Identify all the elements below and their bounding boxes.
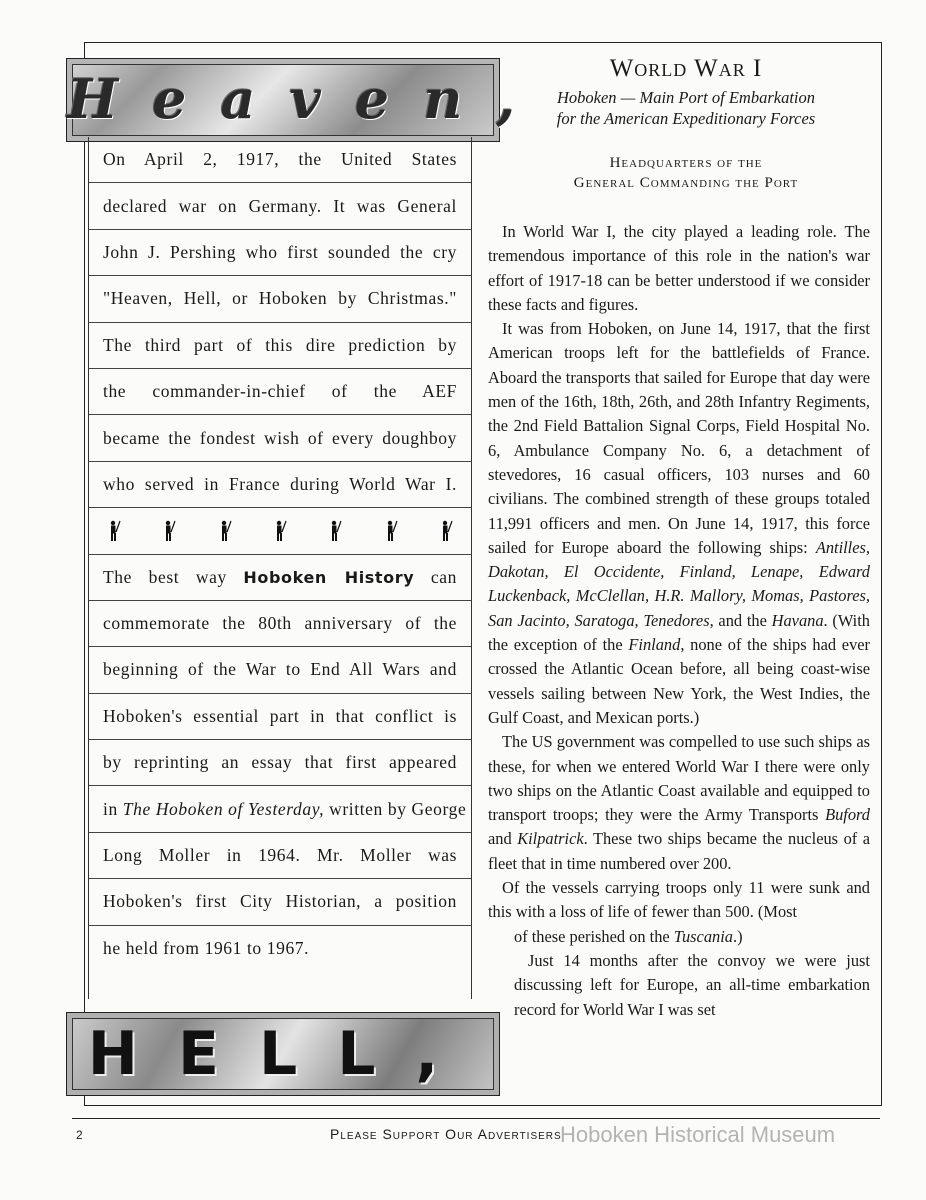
- left-line: Hoboken's first City Historian, a position: [89, 879, 471, 925]
- hell-word: HELL,: [87, 1019, 479, 1089]
- soldier-icon: [162, 520, 176, 542]
- watermark: Hoboken Historical Museum: [560, 1122, 836, 1147]
- left-line: became the fondest wish of every doughboy: [89, 415, 471, 461]
- left-line: by reprinting an essay that first appeared: [89, 740, 471, 786]
- heaven-plaque: [66, 58, 550, 142]
- left-line: John J. Pershing who first sounded the cry: [89, 230, 471, 276]
- left-line: who served in France during World War I.: [89, 462, 471, 508]
- soldier-divider: [89, 508, 471, 554]
- section-heading: Headquarters of the General Commanding the Port: [573, 155, 799, 191]
- hell-plaque: [66, 1012, 500, 1096]
- article-body: [488, 220, 870, 1022]
- left-panel: [88, 137, 472, 999]
- left-line: On April 2, 1917, the United States: [89, 137, 471, 183]
- footer-rule: [72, 1118, 880, 1119]
- soldier-icon: [439, 520, 453, 542]
- left-line: beginning of the War to End All Wars and: [89, 647, 471, 693]
- article-title: World War I: [609, 55, 763, 82]
- left-line: the commander-in-chief of the AEF: [89, 369, 471, 415]
- paragraph: Of the vessels carrying troops only 11 were sunk and this with a loss of life of fewer than 500. (Most: [488, 878, 870, 922]
- left-line: in The Hoboken of Yesterday, written by George: [89, 786, 471, 832]
- soldier-icon: [218, 520, 232, 542]
- soldier-icon: [107, 520, 121, 542]
- left-line: The best way Hoboken History can: [89, 555, 471, 601]
- soldier-icon: [384, 520, 398, 542]
- paragraph: It was from Hoboken, on June 14, 1917, that the first American troops left for the battlefields of France. Aboard the transports that sailed for Europe that day were men of the 16th, 18th, 26th, and 28th Infantry Regiments, the 2nd Field Battalion Signal Corps, Field Hospital No. 6, Ambulance Company No. 6, a detachment of stevedores, 16 casual officers, 103 nurses and 60 civilians. The combined strength of these groups totaled 11,991 officers and men. On June 14, 1917, this force sailed for Europe aboard the following ships: Antilles, Dakotan, El Occidente, Finland, Lenape, Edward Luckenback, McClellan, H.R. Mallory, Momas, Pastores, San Jacinto, Saratoga, Tenedores, and the Havana. (With the exception of the Finland, none of the ships had ever crossed the Atlantic Ocean before, all being coast-wise vessels sailing between New York, the West Indies, the Gulf Coast, and Mexican ports.): [488, 319, 870, 727]
- left-line: he held from 1961 to 1967.: [103, 938, 310, 959]
- paragraph: In World War I, the city played a leading role. The tremendous importance of this role in the nation's war effort of 1917-18 can be better understood if we consider these facts and figures.: [488, 222, 870, 314]
- left-line: The third part of this dire prediction by: [89, 323, 471, 369]
- left-line: Hoboken's essential part in that conflict is: [89, 694, 471, 740]
- article-header: [500, 55, 872, 193]
- paragraph: Just 14 months after the convoy we were just discussing left for Europe, an all-time embarkation record for World War I was set: [514, 950, 870, 1019]
- article-subtitle: Hoboken — Main Port of Embarkation for the American Expeditionary Forces: [556, 88, 816, 128]
- left-line: Long Moller in 1964. Mr. Moller was: [89, 833, 471, 879]
- footer-text: Please Support Our Advertisers: [330, 1126, 562, 1142]
- left-line: commemorate the 80th anniversary of the: [89, 601, 471, 647]
- left-line: "Heaven, Hell, or Hoboken by Christmas.": [89, 276, 471, 322]
- paragraph: of these perished on the Tuscania.): [514, 926, 743, 946]
- page-number: 2: [76, 1128, 83, 1142]
- heaven-word: Heaven,: [67, 67, 550, 131]
- paragraph: The US government was compelled to use such ships as these, for when we entered World War I there were only two ships on the Atlantic Coast available and equipped to transport troops; they were the Army Transports Buford and Kilpatrick. These two ships became the nucleus of a fleet that in time numbered over 200.: [488, 732, 871, 873]
- soldier-icon: [273, 520, 287, 542]
- soldier-icon: [328, 520, 342, 542]
- left-line: declared war on Germany. It was General: [89, 183, 471, 229]
